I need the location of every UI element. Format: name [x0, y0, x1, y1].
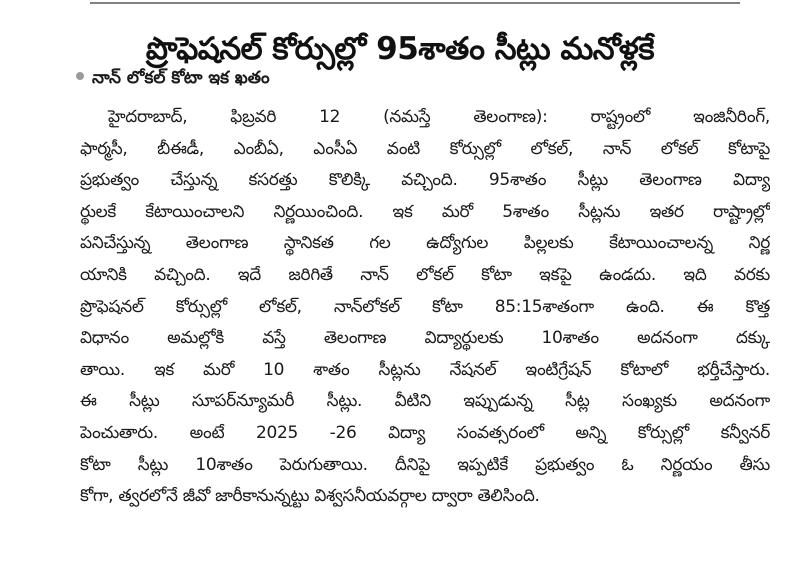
- body-line: యానికి వచ్చింది. ఇదే జరిగితే నాన్ లోకల్ కోటా ఇకపై ఉండదు. ఇది వరకు: [80, 264, 770, 285]
- body-line: విధానం అమల్లోకి వస్తే తెలంగాణ విద్యార్థులకు 10శాతం అదనంగా దక్కు: [80, 328, 770, 349]
- article-headline: ప్రొఫెషనల్ కోర్సుల్లో 95శాతం సీట్లు మనోళ్లకే: [145, 30, 655, 67]
- body-line: పనిచేస్తున్న తెలంగాణ స్థానికత గల ఉద్యోగుల పిల్లలకు కేటాయించాలన్న నిర్ణ: [80, 233, 770, 254]
- subheading-text: నాన్ లోకల్ కోటా ఇక ఖతం: [92, 68, 270, 88]
- body-line: ఫార్మసీ, బీఈడీ, ఎంబీఏ, ఎంసీఏ వంటి కోర్సుల్లో లోకల్, నాన్ లోకల్ కోటాపై: [80, 138, 770, 159]
- cropped-text-fragment-top: [90, 0, 740, 4]
- body-line: ప్రభుత్వం చేస్తున్న కసరత్తు కొలిక్కి వచ్చింది. 95శాతం సీట్లు తెలంగాణ విద్యా: [80, 170, 770, 191]
- article-body: [80, 102, 770, 513]
- body-line: తాయి. ఇక మరో 10 శాతం సీట్లను నేషనల్ ఇంటిగ్రేషన్ కోటాలో భర్తీచేస్తారు.: [80, 359, 770, 380]
- body-line: హైదరాబాద్, ఫిబ్రవరి 12 (నమస్తే తెలంగాణ): రాష్ట్రంలో ఇంజినీరింగ్,: [108, 107, 770, 127]
- body-line: కోగా, త్వరలోనే జీవో జారీకానున్నట్టు విశ్వసనీయవర్గాల ద్వారా తెలిసింది.: [80, 486, 540, 507]
- body-line: కోటా సీట్లు 10శాతం పెరుగుతాయి. దీనిపై ఇప్పటికే ప్రభుత్వం ఓ నిర్ణయం తీసు: [80, 454, 770, 475]
- body-line: పెంచుతారు. అంటే 2025 -26 విద్యా సంవత్సరంలో అన్ని కోర్సుల్లో కన్వీనర్: [80, 422, 770, 443]
- cropped-text-fragment-bottom: [100, 566, 700, 580]
- body-line: ఈ సీట్లు సూపర్‌న్యూమరీ సీట్లు. వీటిని ఇప్పుడున్న సీట్ల సంఖ్యకు అదనంగా: [80, 391, 770, 412]
- body-line: ప్రొఫెషనల్ కోర్సుల్లో లోకల్, నాన్‌లోకల్ కోటా 85:15శాతంగా ఉంది. ఈ కొత్త: [80, 296, 770, 317]
- article-subheading: [76, 64, 270, 92]
- bullet-icon: [76, 72, 84, 80]
- body-line: ర్థులకే కేటాయించాలని నిర్ణయించింది. ఇక మరో 5శాతం సీట్లను ఇతర రాష్ట్రాల్లో: [80, 201, 770, 222]
